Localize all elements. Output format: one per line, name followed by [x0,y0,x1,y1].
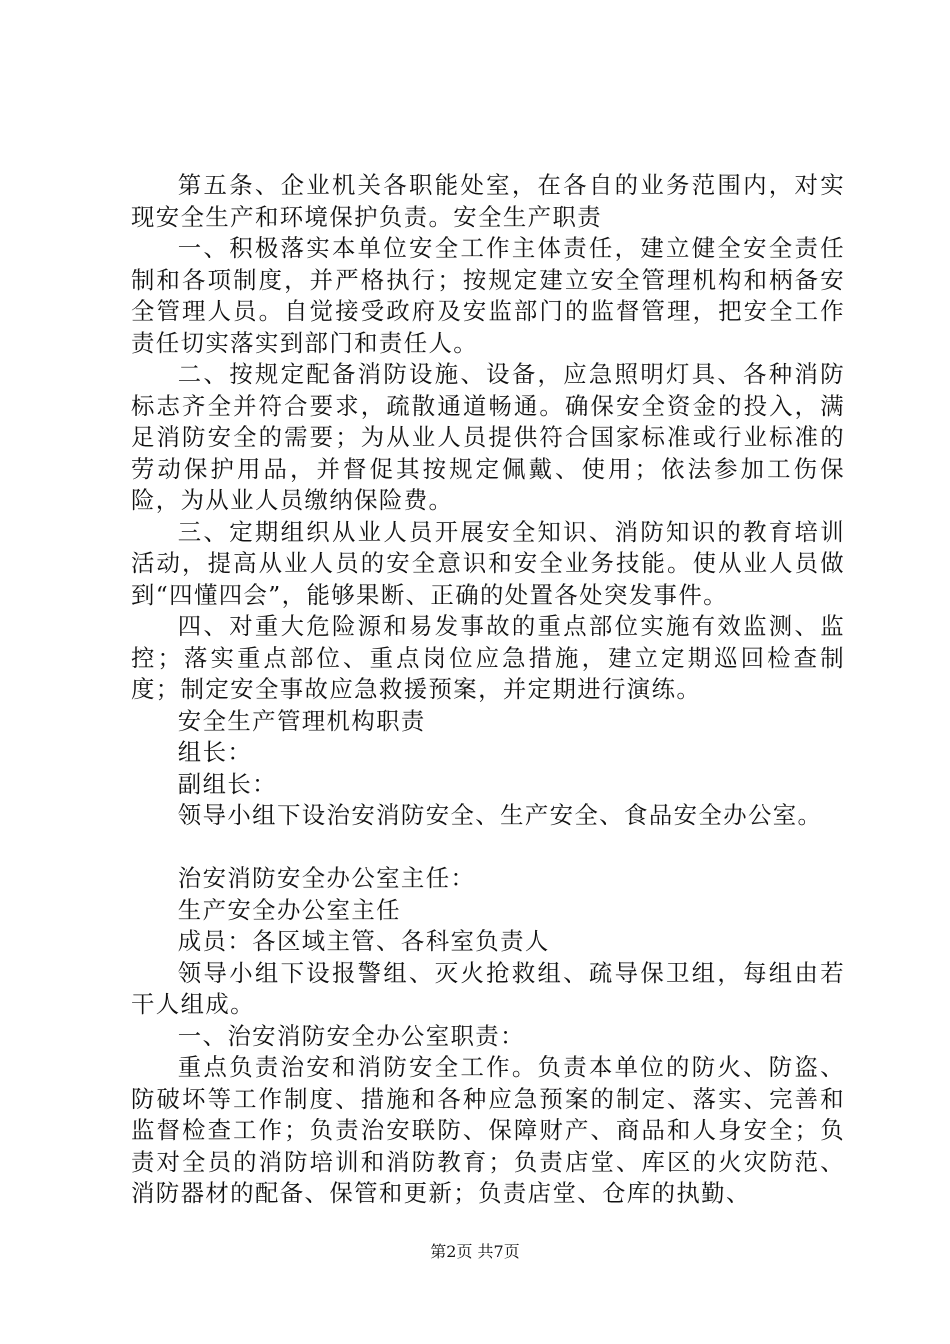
paragraph: 一、积极落实本单位安全工作主体责任，建立健全安全责任制和各项制度，并严格执行；按规定建立安全管理机构和柄备安全管理人员。自觉接受政府及安监部门的监督管理，把安全工作责任切实落实到部门和责任人。 [131,234,845,357]
members-line: 成员：各区域主管、各科室负责人 [177,927,550,955]
paragraph: 二、按规定配备消防设施、设备，应急照明灯具、各种消防标志齐全并符合要求，疏散通道畅通。确保安全资金的投入，满足消防安全的需要；为从业人员提供符合国家标准或行业标准的劳动保护用品，并督促其按规定佩戴、使用；依法参加工伤保险，为从业人员缴纳保险费。 [131,360,845,514]
section-heading: 一、治安消防安全办公室职责： [177,1021,525,1050]
office-director-line: 治安消防安全办公室主任： [177,864,476,892]
group-leader-line: 组长： [177,738,253,766]
blank-line [131,832,845,864]
paragraph: 四、对重大危险源和易发事故的重点部位实施有效监测、监控；落实重点部位、重点岗位应急措施，建立定期巡回检查制度；制定安全事故应急救援预案，并定期进行演练。 [131,612,845,703]
paragraph: 重点负责治安和消防安全工作。负责本单位的防火、防盗、防破坏等工作制度、措施和各种应急预案的制定、落实、完善和监督检查工作；负责治安联防、保障财产、商品和人身安全；负责对全员的消防培训和消防教育；负责店堂、库区的火灾防范、消防器材的配备、保管和更新；负责店堂、仓库的执勤、 [131,1053,845,1207]
page-number-footer: 第2页 共7页 [430,1242,520,1261]
document-body [131,170,845,1210]
paragraph: 领导小组下设报警组、灭火抢救组、疏导保卫组，每组由若干人组成。 [131,958,845,1018]
section-heading: 安全生产管理机构职责 [177,706,426,735]
paragraph: 领导小组下设治安消防安全、生产安全、食品安全办公室。 [177,801,823,829]
paragraph: 三、定期组织从业人员开展安全知识、消防知识的教育培训活动，提高从业人员的安全意识和安全业务技能。使从业人员做到“四懂四会”，能够果断、正确的处置各处突发事件。 [131,517,845,609]
deputy-leader-line: 副组长： [177,769,277,798]
office-director-line: 生产安全办公室主任 [177,895,401,924]
paragraph: 第五条、企业机关各职能处室，在各自的业务范围内，对实现安全生产和环境保护负责。安全生产职责 [131,171,845,231]
